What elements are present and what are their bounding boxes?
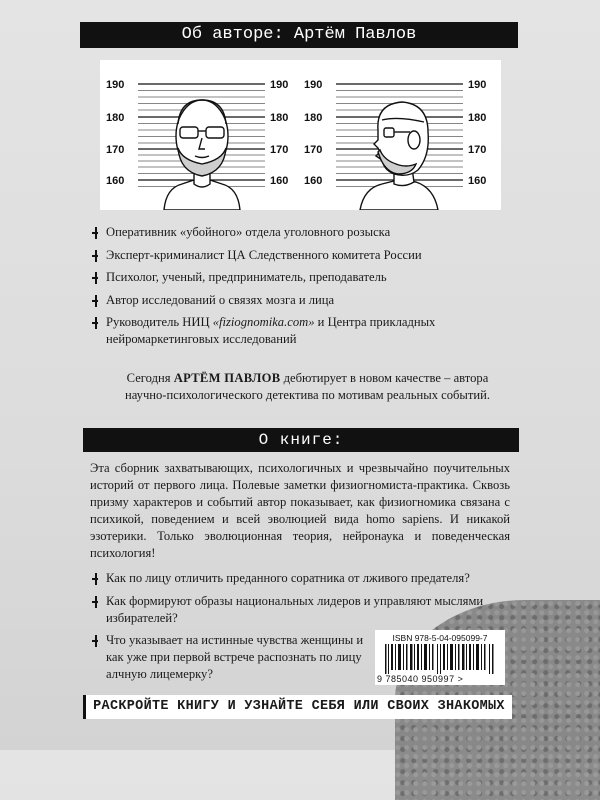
height-label-190-right: 190 xyxy=(468,79,487,91)
height-label-170-right: 170 xyxy=(270,144,289,156)
author-bullet-list xyxy=(95,224,507,354)
height-label-190-right: 190 xyxy=(270,79,289,91)
isbn-number: ISBN 978-5-04-095099-7 xyxy=(392,633,488,643)
tagline-banner: РАСКРОЙТЕ КНИГУ И УЗНАЙТЕ СЕБЯ ИЛИ СВОИХ ЗНАКОМЫХ xyxy=(83,695,512,719)
height-label-160-right: 160 xyxy=(468,175,487,187)
height-label-170-left: 170 xyxy=(106,144,125,156)
mugshot-front xyxy=(100,60,303,210)
height-label-180-left: 180 xyxy=(304,112,323,124)
question-3: Что указывает на истинные чувства женщины и как уже при первой встрече распознать по лицу алчную лицемерку? xyxy=(95,632,371,683)
height-label-180-left: 180 xyxy=(106,112,125,124)
bullet-5-prefix: Руководитель НИЦ xyxy=(106,315,213,329)
author-bullet-5 xyxy=(95,314,507,348)
question-1: Как по лицу отличить преданного соратника от лживого предателя? xyxy=(95,570,505,587)
face-profile-drawing xyxy=(360,102,438,210)
barcode-digits: 9 785040 950997 > xyxy=(377,674,464,684)
isbn-barcode-box xyxy=(375,630,505,685)
bullet-5-website: «fiziognomika.com» xyxy=(212,315,315,329)
height-label-160-right: 160 xyxy=(270,175,289,187)
height-label-160-left: 160 xyxy=(106,175,125,187)
author-bullet-2: Эксперт-криминалист ЦА Следственного комитета России xyxy=(95,247,507,264)
author-bullet-4: Автор исследований о связях мозга и лица xyxy=(95,292,507,309)
height-label-180-right: 180 xyxy=(270,112,289,124)
intro-prefix: Сегодня xyxy=(126,371,174,385)
barcode-graphic xyxy=(385,644,497,674)
author-intro xyxy=(110,370,505,404)
question-2: Как формируют образы национальных лидеров и управляют мыслями избирателей? xyxy=(95,593,505,627)
height-label-170-right: 170 xyxy=(468,144,487,156)
intro-author-name: АРТЁМ ПАВЛОВ xyxy=(173,371,281,385)
book-description: Эта сборник захватывающих, психологичных и чрезвычайно поучительных историй от первого лица. Полевые заметки физиогномиста-практика. Сквозь призму характеров и событий автор показывает, как физиогномика связана с психикой, поведением и всей эволюцией вида homo sapiens. И никакой эзотерики. Только эволюционная теория, нейронаука и поведенческая психология! xyxy=(90,461,510,560)
mugshot-profile xyxy=(298,60,501,210)
author-banner: Об авторе: Артём Павлов xyxy=(80,22,518,48)
bullet-5-suffix: и Центра прикладных нейромаркетинговых исследований xyxy=(106,315,436,346)
author-bullet-3: Психолог, ученый, предприниматель, преподаватель xyxy=(95,269,507,286)
height-label-160-left: 160 xyxy=(304,175,323,187)
book-banner: О книге: xyxy=(83,428,519,452)
height-label-180-right: 180 xyxy=(468,112,487,124)
height-label-170-left: 170 xyxy=(304,144,323,156)
height-label-190-left: 190 xyxy=(106,79,125,91)
intro-suffix: дебютирует в новом качестве – автора научно-психологического детектива по мотивам реальных событий. xyxy=(124,371,491,402)
author-bullet-1: Оперативник «убойного» отдела уголовного розыска xyxy=(95,224,507,241)
height-label-190-left: 190 xyxy=(304,79,323,91)
